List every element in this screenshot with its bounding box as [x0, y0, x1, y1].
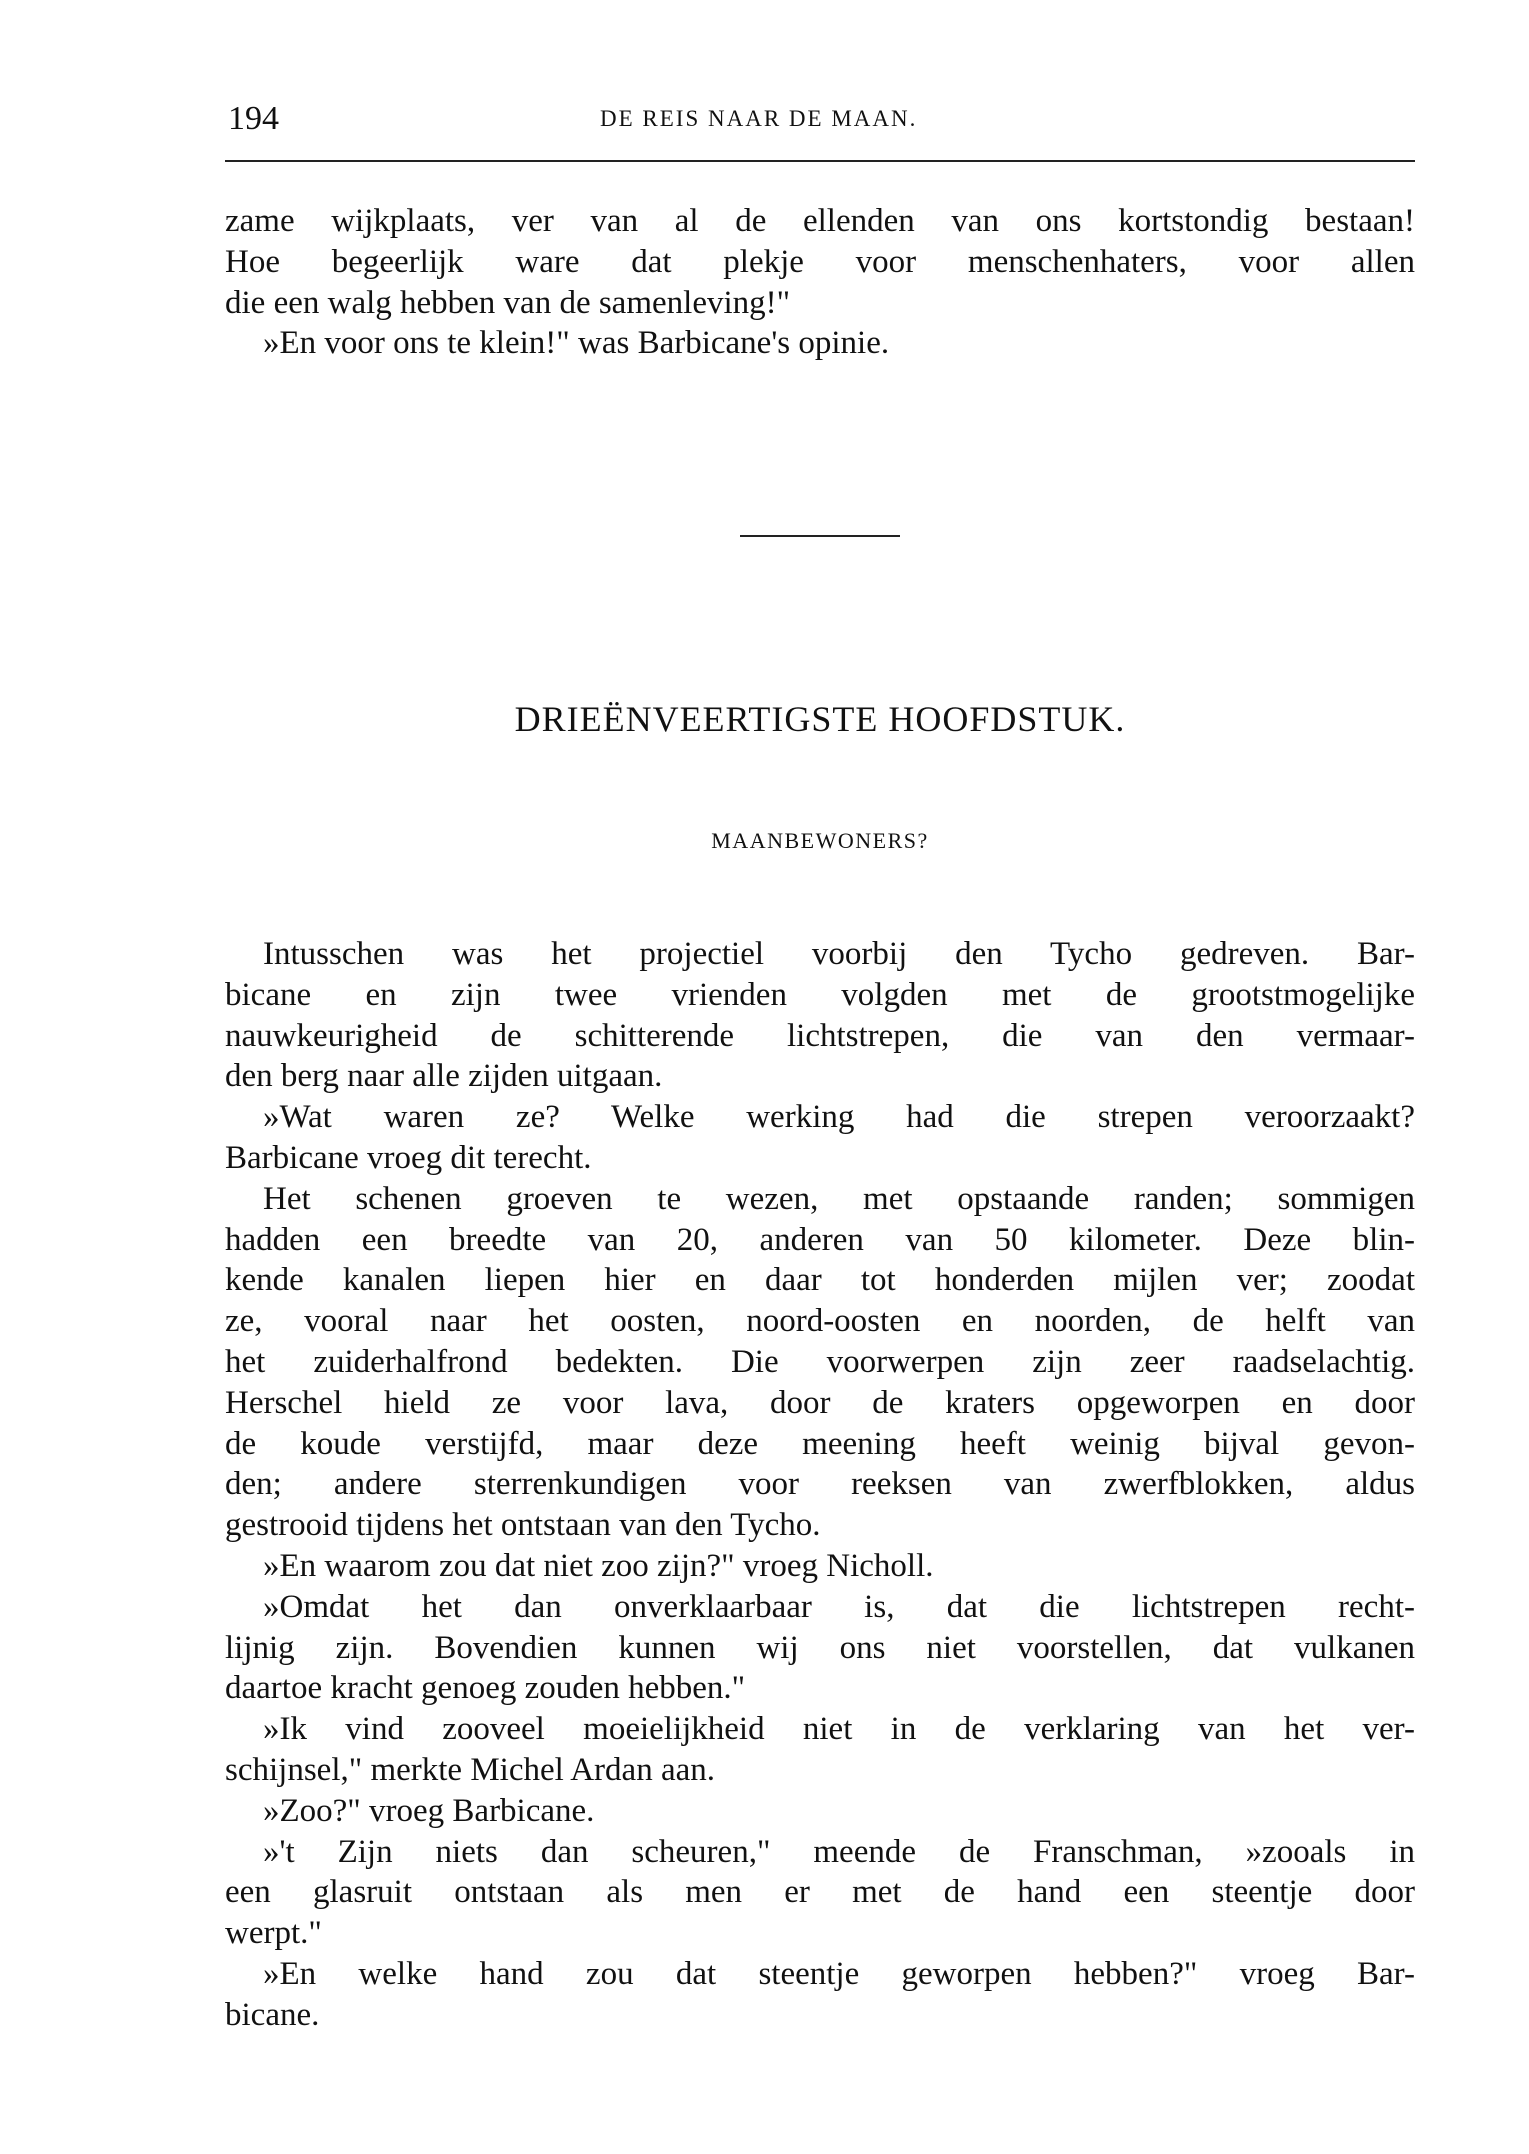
text-line: kende kanalen liepen hier en daar tot honderden mijlen ver; zoodat	[225, 1262, 1415, 1299]
text-line: werpt."	[225, 1915, 322, 1952]
text-line: »Zoo?" vroeg Barbicane.	[263, 1792, 595, 1829]
paragraph	[225, 1832, 1415, 1954]
paragraph	[225, 201, 1415, 323]
paragraph	[225, 934, 1415, 1097]
text-line: nauwkeurigheid de schitterende lichtstrepen, die van den vermaar-	[225, 1017, 1415, 1054]
text-line: den; andere sterrenkundigen voor reeksen van zwerfblokken, aldus	[225, 1466, 1415, 1503]
page-number: 194	[228, 100, 279, 137]
text-line: »En waarom zou dat niet zoo zijn?" vroeg Nicholl.	[263, 1547, 934, 1584]
chapter-title: DRIEËNVEERTIGSTE HOOFDSTUK.	[514, 699, 1126, 739]
text-line: bicane.	[225, 1996, 320, 2033]
text-line: bicane en zijn twee vrienden volgden met de grootstmogelijke	[225, 976, 1415, 1013]
text-line: die een walg hebben van de samenleving!"	[225, 284, 791, 321]
text-line: schijnsel," merkte Michel Ardan aan.	[225, 1751, 715, 1788]
text-line: Het schenen groeven te wezen, met opstaande randen; sommigen	[263, 1180, 1415, 1217]
text-line: Intusschen was het projectiel voorbij den Tycho gedreven. Bar-	[263, 936, 1415, 972]
text-line: een glasruit ontstaan als men er met de hand een steentje door	[225, 1874, 1415, 1911]
paragraph	[225, 1097, 1415, 1179]
chapter-subtitle: MAANBEWONERS?	[711, 828, 929, 853]
text-line: »En voor ons te klein!" was Barbicane's opinie.	[263, 325, 890, 362]
text-line: »Ik vind zooveel moeielijkheid niet in de verklaring van het ver-	[263, 1711, 1415, 1748]
section-separator	[740, 535, 900, 537]
text-line: ze, vooral naar het oosten, noord-oosten en noorden, de helft van	[225, 1303, 1415, 1340]
text-line: zame wijkplaats, ver van al de ellenden van ons kortstondig bestaan!	[225, 203, 1415, 239]
text-line: Herschel hield ze voor lava, door de kraters opgeworpen en door	[225, 1384, 1415, 1421]
top-text	[225, 201, 1415, 364]
text-line: Hoe begeerlijk ware dat plekje voor menschenhaters, voor allen	[225, 243, 1415, 280]
text-line: »'t Zijn niets dan scheuren," meende de Franschman, »zooals in	[263, 1833, 1415, 1870]
text-line: het zuiderhalfrond bedekten. Die voorwerpen zijn zeer raadselachtig.	[225, 1343, 1415, 1380]
text-line: Barbicane vroeg dit terecht.	[225, 1139, 592, 1176]
text-line: den berg naar alle zijden uitgaan.	[225, 1058, 663, 1095]
paragraph	[225, 1587, 1415, 1709]
paragraph	[225, 1791, 1415, 1832]
text-line: »Omdat het dan onverklaarbaar is, dat die lichtstrepen recht-	[263, 1588, 1415, 1625]
text-line: gestrooid tijdens het ontstaan van den Tycho.	[225, 1507, 821, 1544]
running-title: DE REIS NAAR DE MAAN.	[600, 106, 918, 131]
header-rule	[225, 160, 1415, 162]
paragraph	[225, 1179, 1415, 1546]
text-line: hadden een breedte van 20, anderen van 50 kilometer. Deze blin-	[225, 1221, 1415, 1258]
paragraph	[225, 1709, 1415, 1791]
paragraph	[225, 1546, 1415, 1587]
text-line: »Wat waren ze? Welke werking had die strepen veroorzaakt?	[263, 1099, 1415, 1136]
body-text	[225, 934, 1415, 2036]
text-line: daartoe kracht genoeg zouden hebben."	[225, 1670, 746, 1707]
paragraph	[225, 323, 1415, 364]
paragraph	[225, 1954, 1415, 2036]
text-line: »En welke hand zou dat steentje geworpen hebben?" vroeg Bar-	[263, 1955, 1415, 1992]
text-line: lijnig zijn. Bovendien kunnen wij ons niet voorstellen, dat vulkanen	[225, 1629, 1415, 1666]
text-line: de koude verstijfd, maar deze meening heeft weinig bijval gevon-	[225, 1425, 1415, 1462]
